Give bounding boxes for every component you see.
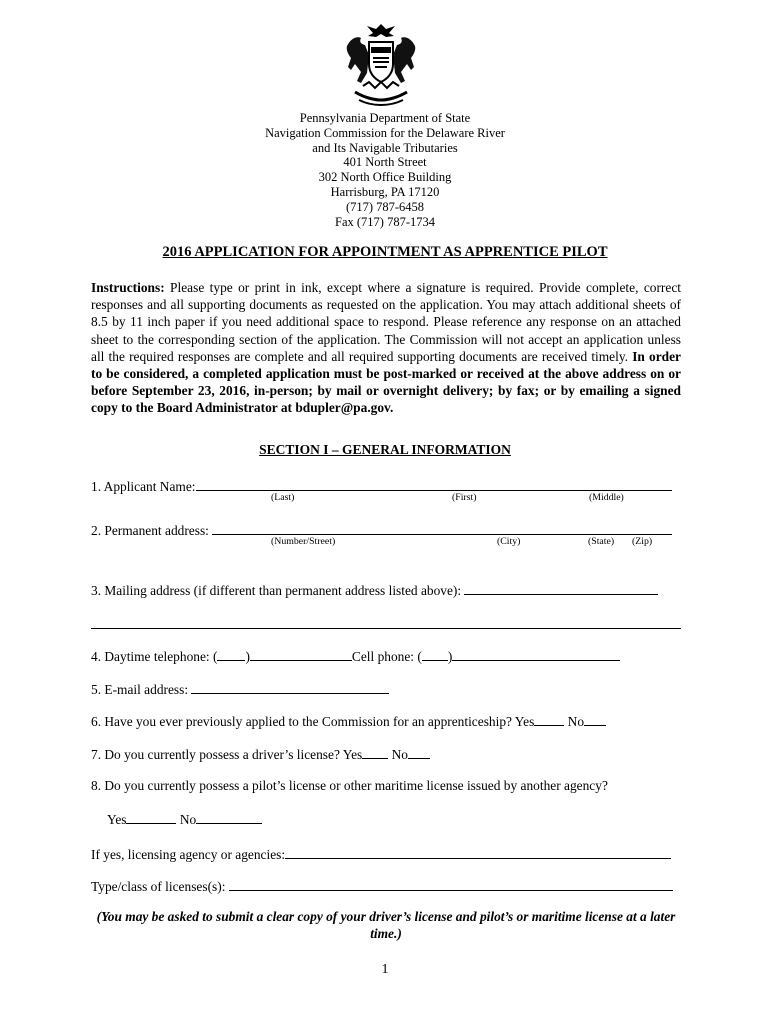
header-building: 302 North Office Building (318, 170, 452, 185)
drivers-license-no-field[interactable] (408, 745, 430, 759)
sub-first: (First) (452, 492, 477, 503)
header-phone: (717) 787-6458 (345, 199, 425, 214)
email-field[interactable] (191, 680, 389, 694)
cell-phone-field[interactable] (452, 647, 620, 661)
instructions-paragraph (91, 279, 681, 417)
pilot-license-yes-field[interactable] (126, 810, 176, 824)
drivers-license-yes-field[interactable] (362, 745, 388, 759)
instructions-deadline: In order to be considered, a completed application must be post-marked or received at the above address on or before September 23, 2016, in-person; by mail or overnight delivery; by fax; or by emailing a signed copy to the Board Administrator at bdupler@pa.gov. (91, 348, 681, 416)
previous-application-label: 6. Have you ever previously applied to the Commission for an apprenticeship? Yes (91, 714, 535, 729)
header-department: Pennsylvania Department of State (299, 111, 471, 125)
licensing-agency-label: If yes, licensing agency or agencies: (91, 847, 286, 862)
instructions-label: Instructions: (91, 280, 165, 295)
pilot-license-no-label: No (176, 812, 197, 827)
mailing-address-label: 3. Mailing address (if different than permanent address listed above): (91, 583, 465, 598)
previous-application-row (91, 712, 681, 730)
licensing-agency-field[interactable] (285, 845, 671, 859)
license-type-label: Type/class of licenses(s): (91, 879, 229, 894)
instructions-text: Please type or print in ink, except where a signature is required. Provide complete, correct responses and all supporting documents as requested on the application. You may attach additional sheets of 8.5 by 11 inch paper if you need additional space to respond. Please reference any response on an attached sheet to the corresponding section of the application. The Commission will not accept an application unless all the required responses are complete and all required supporting documents are received timely. (91, 280, 681, 364)
page-number: 1 (381, 962, 389, 977)
daytime-area-code-field[interactable] (217, 647, 245, 661)
pilot-license-yes-label: Yes (107, 812, 127, 827)
form-title: 2016 APPLICATION FOR APPOINTMENT AS APPRENTICE PILOT (162, 244, 608, 260)
daytime-telephone-label: 4. Daytime telephone: ( (91, 649, 218, 664)
drivers-license-label: 7. Do you currently possess a driver’s license? Yes (91, 747, 363, 762)
license-copy-note: (You may be asked to submit a clear copy of your driver’s license and pilot’s or maritime license at a later time.) (96, 909, 676, 941)
applicant-name-label: 1. Applicant Name: (91, 479, 196, 494)
license-type-row (91, 877, 681, 895)
mailing-address-row (91, 581, 681, 599)
header-city: Harrisburg, PA 17120 (330, 184, 440, 199)
cell-phone-label: Cell phone: ( (351, 649, 422, 664)
previous-application-no-field[interactable] (584, 712, 606, 726)
applicant-name-field[interactable] (196, 477, 672, 491)
header-tributaries: and Its Navigable Tributaries (312, 140, 458, 155)
section-title: SECTION I – GENERAL INFORMATION (259, 442, 511, 457)
mailing-address-field[interactable] (464, 581, 658, 595)
cell-area-code-field[interactable] (422, 647, 448, 661)
cell-close-paren: ) (447, 649, 453, 664)
sub-street: (Number/Street) (271, 536, 336, 547)
agency-header (0, 111, 770, 229)
sub-state: (State) (588, 536, 615, 547)
previous-application-no-label: No (564, 714, 585, 729)
pilot-license-row (91, 778, 681, 794)
daytime-close-paren: ) (245, 649, 250, 664)
header-street: 401 North Street (343, 155, 427, 170)
sub-middle: (Middle) (589, 492, 624, 503)
license-type-field[interactable] (229, 877, 673, 891)
pilot-license-label: 8. Do you currently possess a pilot’s license or other maritime license issued by another agency? (91, 778, 608, 793)
permanent-address-label: 2. Permanent address: (91, 523, 213, 538)
sub-last: (Last) (271, 492, 295, 503)
drivers-license-row (91, 745, 681, 763)
header-commission: Navigation Commission for the Delaware River (265, 125, 505, 140)
telephone-row (91, 647, 681, 665)
daytime-telephone-field[interactable] (250, 647, 352, 661)
pilot-license-no-field[interactable] (196, 810, 262, 824)
sub-zip: (Zip) (632, 536, 653, 547)
licensing-agency-row (91, 845, 681, 863)
permanent-address-field[interactable] (212, 521, 672, 535)
drivers-license-no-label: No (388, 747, 408, 762)
email-row (91, 680, 681, 698)
header-fax: Fax (717) 787-1734 (335, 214, 435, 229)
email-label: 5. E-mail address: (91, 682, 192, 697)
pilot-license-answer-row (107, 810, 681, 828)
mailing-address-line2[interactable] (91, 614, 681, 629)
sub-city: (City) (497, 536, 521, 547)
previous-application-yes-field[interactable] (534, 712, 564, 726)
pennsylvania-seal-icon (333, 20, 429, 110)
